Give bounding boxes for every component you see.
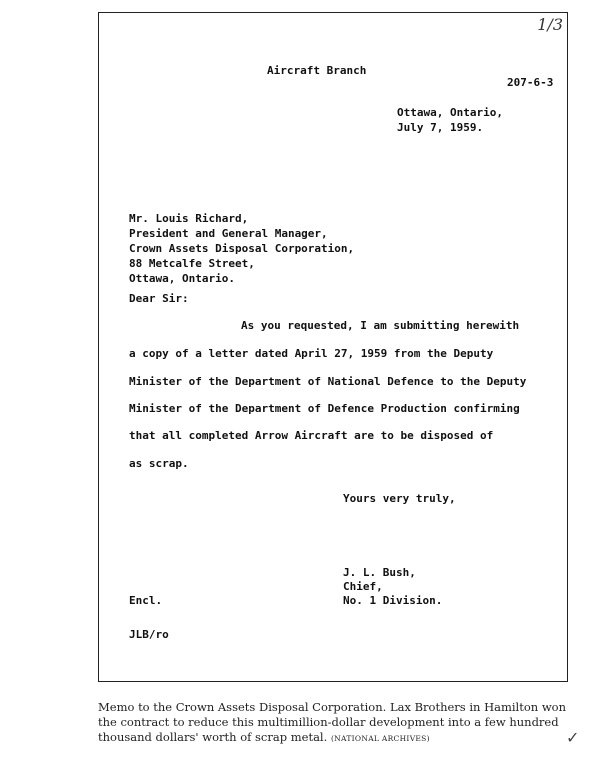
signature-name: J. L. Bush, — [343, 566, 416, 579]
address-line: Ottawa, Ontario. — [129, 272, 235, 285]
letter-page — [98, 12, 568, 682]
body-line: Minister of the Department of National Defence to the Deputy — [129, 375, 527, 388]
caption-source: (NATIONAL ARCHIVES) — [330, 734, 430, 743]
signature-division: No. 1 Division. — [343, 594, 443, 607]
address-line: President and General Manager, — [129, 227, 328, 240]
figure-caption — [98, 700, 578, 746]
letter-place: Ottawa, Ontario, — [397, 106, 503, 119]
reference-initials: JLB/ro — [129, 628, 169, 641]
closing: Yours very truly, — [343, 492, 456, 505]
address-line: Mr. Louis Richard, — [129, 212, 249, 225]
branch-heading: Aircraft Branch — [267, 64, 367, 77]
address-line: 88 Metcalfe Street, — [129, 257, 255, 270]
address-line: Crown Assets Disposal Corporation, — [129, 242, 355, 255]
body-line: as scrap. — [129, 457, 189, 470]
body-line: that all completed Arrow Aircraft are to be disposed of — [129, 429, 494, 442]
corner-mark: 1/3 — [537, 15, 563, 34]
body-line: Minister of the Department of Defence Production confirming — [129, 402, 520, 415]
salutation: Dear Sir: — [129, 292, 189, 305]
caption-text: Memo to the Crown Assets Disposal Corporation. Lax Brothers in Hamilton won the contract to reduce this multimillion-dollar development into a few hundred thousand dollars' worth of scrap metal. — [98, 700, 567, 744]
body-line: a copy of a letter dated April 27, 1959 from the Deputy — [129, 347, 494, 360]
body-line: As you requested, I am submitting herewith — [241, 319, 520, 332]
signature-title: Chief, — [343, 580, 383, 593]
file-number: 207-6-3 — [507, 76, 554, 89]
check-mark-icon: ✓ — [566, 728, 580, 747]
enclosure-note: Encl. — [129, 594, 163, 607]
letter-date: July 7, 1959. — [397, 121, 484, 134]
